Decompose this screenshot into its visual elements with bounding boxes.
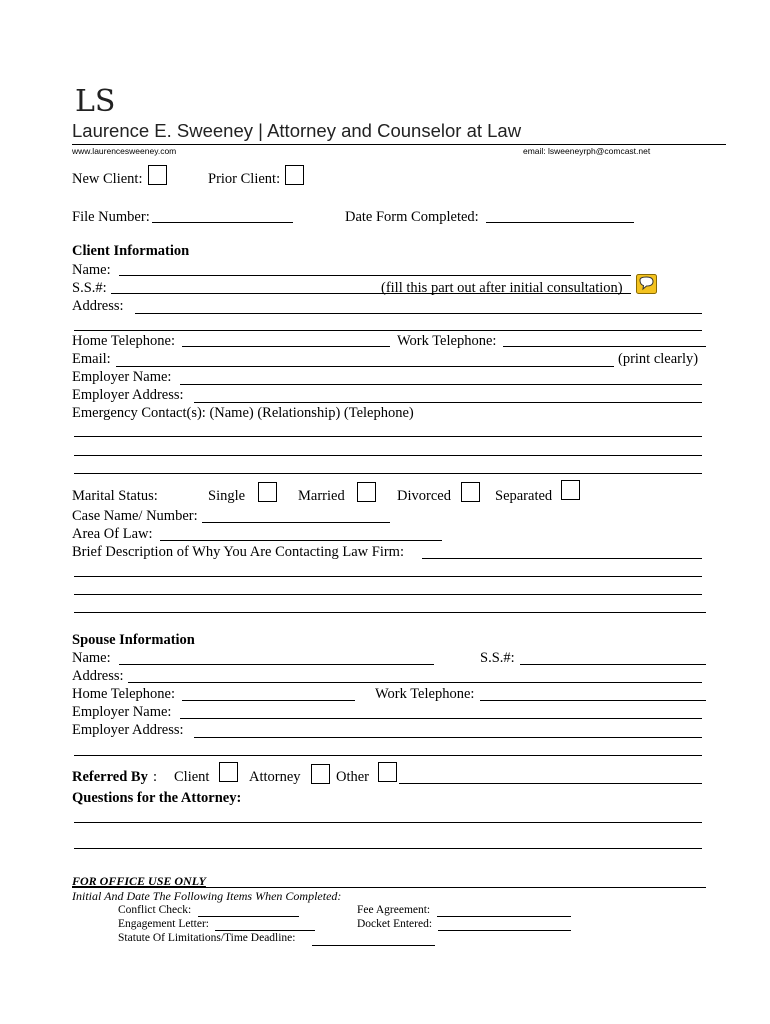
client-address-field[interactable] <box>135 313 702 314</box>
docket-entered-label: Docket Entered: <box>357 918 433 930</box>
client-name-label: Name: <box>72 262 111 278</box>
engagement-letter-label: Engagement Letter: <box>118 918 210 930</box>
divorced-checkbox[interactable] <box>461 482 480 502</box>
employer-address-field[interactable] <box>194 402 702 403</box>
spouse-info-heading: Spouse Information <box>72 632 195 648</box>
questions-line-1[interactable] <box>74 822 702 823</box>
svg-text:LS: LS <box>75 84 116 119</box>
married-checkbox[interactable] <box>357 482 376 502</box>
brief-description-line-4[interactable] <box>74 612 706 613</box>
emergency-line-3[interactable] <box>74 473 702 474</box>
office-use-heading: FOR OFFICE USE ONLY <box>72 874 206 888</box>
date-completed-field[interactable] <box>486 222 634 223</box>
brief-description-line-2[interactable] <box>74 576 702 577</box>
ss-note: (fill this part out after initial consultation) <box>381 280 623 296</box>
header-rule <box>72 144 726 145</box>
docket-entered-field[interactable] <box>438 930 571 931</box>
conflict-check-field[interactable] <box>198 916 299 917</box>
area-of-law-label: Area Of Law: <box>72 526 153 542</box>
referred-other-label: Other <box>336 769 370 785</box>
conflict-check-label: Conflict Check: <box>118 904 192 916</box>
spouse-employer-name-label: Employer Name: <box>72 704 172 720</box>
emergency-contacts-label: Emergency Contact(s): (Name) (Relationship) (Telephone) <box>72 405 414 421</box>
referred-by-colon: : <box>153 769 158 785</box>
spouse-employer-address-line-2[interactable] <box>74 755 702 756</box>
marital-status-label: Marital Status: <box>72 488 158 504</box>
spouse-employer-address-field[interactable] <box>194 737 702 738</box>
firm-title: Laurence E. Sweeney | Attorney and Counselor at Law <box>72 120 522 141</box>
questions-line-2[interactable] <box>74 848 702 849</box>
website-link[interactable]: www.laurencesweeney.com <box>72 146 177 156</box>
spouse-ss-field[interactable] <box>520 664 706 665</box>
fee-agreement-label: Fee Agreement: <box>357 904 431 916</box>
spouse-ss-label: S.S.#: <box>480 650 515 666</box>
case-name-label: Case Name/ Number: <box>72 508 198 524</box>
client-address-label: Address: <box>72 298 124 314</box>
firm-logo <box>75 84 116 119</box>
referred-other-field[interactable] <box>399 783 702 784</box>
spouse-work-telephone-field[interactable] <box>480 700 706 701</box>
logo-mark <box>75 84 116 119</box>
single-checkbox[interactable] <box>258 482 277 502</box>
print-clearly-note: (print clearly) <box>618 351 699 367</box>
client-email-label: Email: <box>72 351 111 367</box>
single-label: Single <box>208 488 246 504</box>
file-number-field[interactable] <box>152 222 293 223</box>
client-email-field[interactable] <box>116 366 614 367</box>
client-address-line-2[interactable] <box>74 330 702 331</box>
work-telephone-label: Work Telephone: <box>397 333 497 349</box>
employer-name-label: Employer Name: <box>72 369 172 385</box>
separated-label: Separated <box>495 488 553 504</box>
fee-agreement-field[interactable] <box>437 916 571 917</box>
office-use-rule <box>72 887 706 888</box>
client-name-field[interactable] <box>119 275 631 276</box>
email-text: email: lsweeneyrph@comcast.net <box>523 146 651 156</box>
home-telephone-field[interactable] <box>182 346 390 347</box>
referred-by-label: Referred By <box>72 769 148 785</box>
file-number-label: File Number: <box>72 209 150 225</box>
area-of-law-field[interactable] <box>160 540 442 541</box>
brief-description-label: Brief Description of Why You Are Contacting Law Firm: <box>72 544 404 560</box>
separated-checkbox[interactable] <box>561 480 580 500</box>
comment-icon-graphic <box>636 274 657 294</box>
divorced-label: Divorced <box>397 488 451 504</box>
referred-attorney-checkbox[interactable] <box>311 764 330 784</box>
spouse-name-label: Name: <box>72 650 111 666</box>
referred-client-label: Client <box>174 769 210 785</box>
brief-description-line-3[interactable] <box>74 594 702 595</box>
spouse-employer-address-label: Employer Address: <box>72 722 184 738</box>
engagement-letter-field[interactable] <box>215 930 315 931</box>
emergency-line-2[interactable] <box>74 455 702 456</box>
spouse-home-telephone-label: Home Telephone: <box>72 686 176 702</box>
emergency-line-1[interactable] <box>74 436 702 437</box>
spouse-employer-name-field[interactable] <box>180 718 702 719</box>
spouse-name-field[interactable] <box>119 664 434 665</box>
spouse-home-telephone-field[interactable] <box>182 700 355 701</box>
case-name-field[interactable] <box>202 522 390 523</box>
married-label: Married <box>298 488 345 504</box>
referred-other-checkbox[interactable] <box>378 762 397 782</box>
prior-client-label: Prior Client: <box>208 171 281 187</box>
client-ss-label: S.S.#: <box>72 280 107 296</box>
comment-icon[interactable] <box>636 274 657 294</box>
new-client-checkbox[interactable] <box>148 165 167 185</box>
questions-heading: Questions for the Attorney: <box>72 790 242 806</box>
client-info-heading: Client Information <box>72 243 190 259</box>
spouse-address-label: Address: <box>72 668 124 684</box>
referred-client-checkbox[interactable] <box>219 762 238 782</box>
employer-address-label: Employer Address: <box>72 387 184 403</box>
new-client-label: New Client: <box>72 171 143 187</box>
office-instructions: Initial And Date The Following Items When Completed: <box>72 889 342 903</box>
date-completed-label: Date Form Completed: <box>345 209 479 225</box>
referred-attorney-label: Attorney <box>249 769 301 785</box>
brief-description-field[interactable] <box>422 558 702 559</box>
work-telephone-field[interactable] <box>503 346 706 347</box>
employer-name-field[interactable] <box>180 384 702 385</box>
spouse-work-telephone-label: Work Telephone: <box>375 686 475 702</box>
prior-client-checkbox[interactable] <box>285 165 304 185</box>
spouse-address-field[interactable] <box>128 682 702 683</box>
home-telephone-label: Home Telephone: <box>72 333 176 349</box>
statute-field[interactable] <box>312 945 435 946</box>
statute-label: Statute Of Limitations/Time Deadline: <box>118 932 296 944</box>
